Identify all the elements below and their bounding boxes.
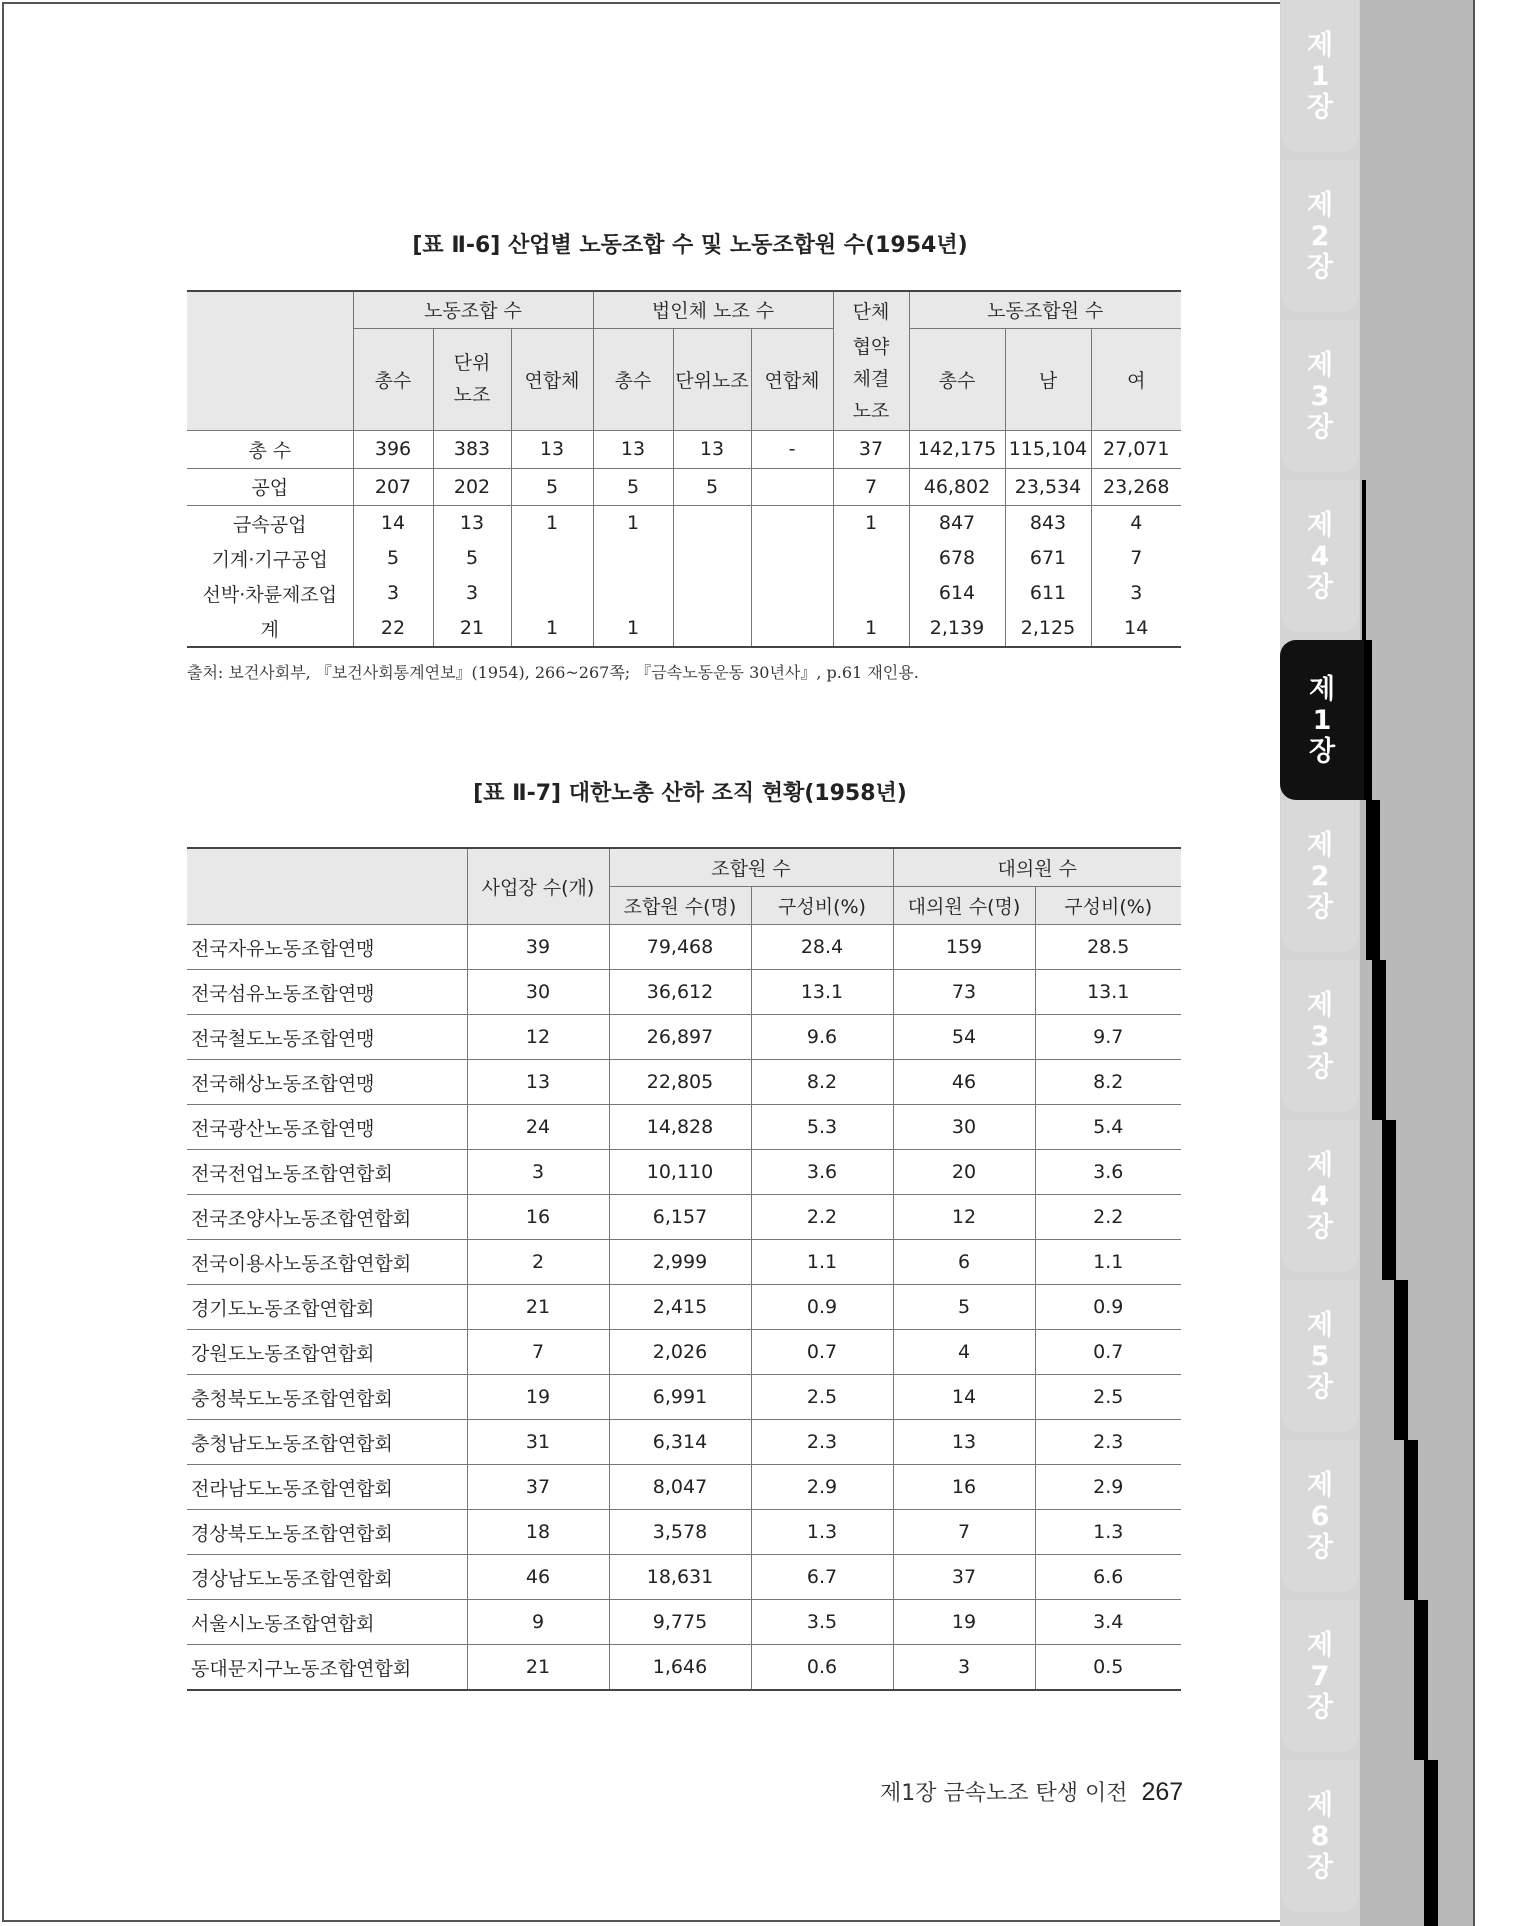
table2-row — [187, 1375, 1181, 1420]
table2-cell: 2.5 — [751, 1375, 893, 1420]
table1-cell: 1 — [593, 505, 673, 541]
table2-cell: 16 — [467, 1195, 609, 1240]
header-m-male: 남 — [1005, 328, 1091, 430]
table1-row — [187, 505, 1181, 541]
chapter-tab-char: 1 — [1310, 60, 1330, 92]
chapter-tab[interactable] — [1280, 640, 1364, 800]
table2-cell: 8.2 — [751, 1060, 893, 1105]
table2-cell: 46 — [467, 1555, 609, 1600]
table2-cell: 6,314 — [609, 1420, 751, 1465]
page-footer — [880, 1776, 1183, 1807]
table1-cell: 2,139 — [909, 611, 1005, 647]
table2-org-name: 강원도노동조합연합회 — [187, 1330, 467, 1375]
table1-cell: 14 — [353, 505, 433, 541]
table1-cell: 671 — [1005, 541, 1091, 576]
table2-cell: 3.4 — [1035, 1600, 1181, 1645]
edge-step — [1414, 1600, 1428, 1760]
chapter-tab-char: 2 — [1310, 220, 1330, 252]
table2-cell: 7 — [467, 1330, 609, 1375]
chapter-tab-char: 장 — [1306, 1851, 1334, 1883]
table2-cell: 18 — [467, 1510, 609, 1555]
table2-cell: 2.9 — [751, 1465, 893, 1510]
table2-cell: 9,775 — [609, 1600, 751, 1645]
edge-step — [1364, 640, 1372, 800]
header-u-unit — [433, 328, 511, 430]
table1-cell — [751, 576, 833, 611]
chapter-tab-char: 제 — [1306, 349, 1334, 381]
table2-cell: 6.7 — [751, 1555, 893, 1600]
table1-cell: 46,802 — [909, 468, 1005, 505]
table1-row-label: 기계·기구공업 — [187, 541, 353, 576]
chapter-tab-char: 제 — [1306, 1789, 1334, 1821]
table1-cell: 37 — [833, 430, 909, 468]
edge-step — [1424, 1760, 1438, 1926]
table2-cell: 2.3 — [1035, 1420, 1181, 1465]
table1-cell: 5 — [593, 468, 673, 505]
chapter-tab-char: 제 — [1306, 829, 1334, 861]
chapter-tab-char: 1 — [1312, 704, 1332, 736]
header-collective: 단체 — [833, 291, 909, 328]
footer-chapter: 제1장 금속노조 탄생 이전 — [880, 1781, 1128, 1806]
table2-cell: 54 — [893, 1015, 1035, 1060]
table1-row — [187, 541, 1181, 576]
table2-cell: 37 — [467, 1465, 609, 1510]
header-u-fed: 연합체 — [511, 328, 593, 430]
table2-org-name: 전국전업노동조합연합회 — [187, 1150, 467, 1195]
edge-step — [1394, 1280, 1408, 1440]
table1-cell: 396 — [353, 430, 433, 468]
chapter-tab-char: 장 — [1306, 891, 1334, 923]
table2-row — [187, 1285, 1181, 1330]
header-m-total: 총수 — [909, 328, 1005, 430]
chapter-tab-char: 8 — [1310, 1820, 1330, 1852]
table1-source: 출처: 보건사회부, 『보건사회통계연보』(1954), 266~267쪽; 『금속노동운동 30년사』, p.61 재인용. — [187, 663, 919, 682]
table1-cell: 13 — [433, 505, 511, 541]
chapter-tab-char: 6 — [1310, 1500, 1330, 1532]
table2-cell: 8.2 — [1035, 1060, 1181, 1105]
table2-row — [187, 1510, 1181, 1555]
table2-cell: 26,897 — [609, 1015, 751, 1060]
table1-cell: 1 — [833, 505, 909, 541]
table2-cell: 6,157 — [609, 1195, 751, 1240]
chapter-tab[interactable] — [1281, 480, 1359, 632]
table2-cell: 3 — [893, 1645, 1035, 1691]
chapter-tab-char: 장 — [1306, 571, 1334, 603]
table2-row — [187, 1465, 1181, 1510]
header-u-unit-line2: 노조 — [453, 384, 491, 406]
table2-org-name: 전국조양사노동조합연합회 — [187, 1195, 467, 1240]
table2-cell: 37 — [893, 1555, 1035, 1600]
table2-corner — [187, 848, 467, 925]
table1-cell: 5 — [673, 468, 751, 505]
chapter-tab-char: 제 — [1306, 1309, 1334, 1341]
table2-cell: 3.6 — [1035, 1150, 1181, 1195]
table2-cell: 7 — [893, 1510, 1035, 1555]
table2-row — [187, 970, 1181, 1015]
chapter-tab-char: 장 — [1306, 91, 1334, 123]
table1-cell: 22 — [353, 611, 433, 647]
table1-cell — [673, 576, 751, 611]
header-member-ratio: 구성비(%) — [751, 887, 893, 925]
table2-org-name: 충청남도노동조합연합회 — [187, 1420, 467, 1465]
table1-row — [187, 430, 1181, 468]
table1-cell: 1 — [511, 505, 593, 541]
table2-org-name: 경상북도노동조합연합회 — [187, 1510, 467, 1555]
edge-step — [1366, 800, 1380, 960]
table2-cell: 21 — [467, 1645, 609, 1691]
table1-cell: 3 — [353, 576, 433, 611]
table2-cell: 18,631 — [609, 1555, 751, 1600]
header-delegate-ratio: 구성비(%) — [1035, 887, 1181, 925]
table1-cell: 142,175 — [909, 430, 1005, 468]
chapter-tab-char: 제 — [1308, 673, 1336, 705]
chapter-tab[interactable] — [1281, 160, 1359, 312]
table2-cell: 6 — [893, 1240, 1035, 1285]
table2-cell: 0.7 — [751, 1330, 893, 1375]
table1-cell: 23,534 — [1005, 468, 1091, 505]
table2-cell: 46 — [893, 1060, 1035, 1105]
table1-cell — [833, 576, 909, 611]
table2-cell: 2,999 — [609, 1240, 751, 1285]
table1-cell: 207 — [353, 468, 433, 505]
table2 — [187, 847, 1181, 1691]
table2-cell: 8,047 — [609, 1465, 751, 1510]
table1-cell: 14 — [1091, 611, 1181, 647]
table2-cell: 9.7 — [1035, 1015, 1181, 1060]
table2-cell: 2.2 — [751, 1195, 893, 1240]
table1-cell — [593, 541, 673, 576]
table1-cell — [511, 541, 593, 576]
chapter-tab-char: 제 — [1306, 189, 1334, 221]
table1-cell — [511, 576, 593, 611]
table2-cell: 2 — [467, 1240, 609, 1285]
table2-cell: 2,415 — [609, 1285, 751, 1330]
chapter-tab-char: 4 — [1310, 540, 1330, 572]
header-col-line2: 체결 — [852, 367, 890, 390]
table1-row — [187, 468, 1181, 505]
table1-cell: 5 — [353, 541, 433, 576]
table2-cell: 36,612 — [609, 970, 751, 1015]
table2-cell: 13.1 — [751, 970, 893, 1015]
edge-step — [1362, 480, 1366, 640]
table1-cell: 843 — [1005, 505, 1091, 541]
table2-row — [187, 1195, 1181, 1240]
chapter-tab[interactable] — [1281, 0, 1359, 152]
table2-cell: 159 — [893, 925, 1035, 970]
chapter-tab[interactable] — [1281, 1280, 1359, 1432]
table1-cell: 7 — [833, 468, 909, 505]
header-c-fed: 연합체 — [751, 328, 833, 430]
chapter-tab-char: 제 — [1306, 29, 1334, 61]
table2-org-name: 충청북도노동조합연합회 — [187, 1375, 467, 1420]
header-collective-rest — [833, 328, 909, 430]
table1-cell: 202 — [433, 468, 511, 505]
table2-cell: 2.2 — [1035, 1195, 1181, 1240]
chapter-tab-char: 장 — [1306, 1051, 1334, 1083]
chapter-tab-char: 장 — [1308, 735, 1336, 767]
table2-org-name: 전국철도노동조합연맹 — [187, 1015, 467, 1060]
table1-row-label: 총 수 — [187, 430, 353, 468]
table2-org-name: 동대문지구노동조합연합회 — [187, 1645, 467, 1691]
table2-cell: 1.1 — [1035, 1240, 1181, 1285]
table1-cell: 5 — [511, 468, 593, 505]
header-delegates-group: 대의원 수 — [893, 848, 1181, 887]
table2-cell: 10,110 — [609, 1150, 751, 1195]
chapter-tab-char: 제 — [1306, 1149, 1334, 1181]
table1-cell: 13 — [511, 430, 593, 468]
table2-cell: 28.4 — [751, 925, 893, 970]
table2-org-name: 전국광산노동조합연맹 — [187, 1105, 467, 1150]
table2-cell: 9 — [467, 1600, 609, 1645]
table2-cell: 0.7 — [1035, 1330, 1181, 1375]
table2-cell: 16 — [893, 1465, 1035, 1510]
table2-org-name: 경기도노동조합연합회 — [187, 1285, 467, 1330]
chapter-tab-char: 3 — [1310, 380, 1330, 412]
table1-cell: 1 — [593, 611, 673, 647]
table1-cell: 678 — [909, 541, 1005, 576]
chapter-tab-char: 제 — [1306, 989, 1334, 1021]
table2-org-name: 전국자유노동조합연맹 — [187, 925, 467, 970]
table1-cell — [751, 468, 833, 505]
header-member-count: 조합원 수(명) — [609, 887, 751, 925]
table2-cell: 79,468 — [609, 925, 751, 970]
table2-cell: 13 — [467, 1060, 609, 1105]
table2-cell: 13.1 — [1035, 970, 1181, 1015]
chapter-tab[interactable] — [1281, 320, 1359, 472]
table2-row — [187, 1150, 1181, 1195]
table2-cell: 0.9 — [1035, 1285, 1181, 1330]
table2-cell: 73 — [893, 970, 1035, 1015]
table2-row — [187, 1555, 1181, 1600]
chapter-tab-char: 제 — [1306, 1469, 1334, 1501]
table2-cell: 12 — [467, 1015, 609, 1060]
table2-title: [표 Ⅱ-7] 대한노총 산하 조직 현황(1958년) — [473, 781, 907, 806]
table2-cell: 19 — [893, 1600, 1035, 1645]
chapter-tab-char: 제 — [1306, 1629, 1334, 1661]
table1-cell — [833, 541, 909, 576]
table1-cell: 3 — [433, 576, 511, 611]
chapter-tab[interactable] — [1281, 1600, 1359, 1752]
edge-step — [1382, 1120, 1396, 1280]
table1-row — [187, 576, 1181, 611]
table2-row — [187, 1645, 1181, 1691]
table1-row-label: 공업 — [187, 468, 353, 505]
chapter-tab[interactable] — [1281, 1760, 1359, 1912]
table1-cell: 13 — [673, 430, 751, 468]
header-col-line1: 협약 — [852, 335, 890, 358]
table2-org-name: 전국이용사노동조합연합회 — [187, 1240, 467, 1285]
table1-cell: 614 — [909, 576, 1005, 611]
table1-title: [표 Ⅱ-6] 산업별 노동조합 수 및 노동조합원 수(1954년) — [412, 233, 968, 258]
table1-row-label: 선박·차륜제조업 — [187, 576, 353, 611]
table2-org-name: 전라남도노동조합연합회 — [187, 1465, 467, 1510]
table2-row — [187, 1105, 1181, 1150]
table2-cell: 2.3 — [751, 1420, 893, 1465]
header-members-group: 조합원 수 — [609, 848, 893, 887]
table2-cell: 5.4 — [1035, 1105, 1181, 1150]
chapter-tab-char: 장 — [1306, 1531, 1334, 1563]
table1-cell — [673, 505, 751, 541]
chapter-tab-char: 7 — [1310, 1660, 1330, 1692]
table1-cell: 4 — [1091, 505, 1181, 541]
table2-cell: 2.5 — [1035, 1375, 1181, 1420]
table2-cell: 1.3 — [751, 1510, 893, 1555]
table1-cell — [751, 541, 833, 576]
table2-cell: 3,578 — [609, 1510, 751, 1555]
chapter-tab-char: 장 — [1306, 1211, 1334, 1243]
table1-cell — [751, 611, 833, 647]
table2-cell: 3.5 — [751, 1600, 893, 1645]
chapter-tab-char: 장 — [1306, 1691, 1334, 1723]
table2-cell: 0.6 — [751, 1645, 893, 1691]
table2-cell: 22,805 — [609, 1060, 751, 1105]
table1-cell: 115,104 — [1005, 430, 1091, 468]
table1-cell: 2,125 — [1005, 611, 1091, 647]
table1 — [187, 290, 1181, 648]
header-corp: 법인체 노조 수 — [593, 291, 833, 328]
header-col-line3: 노조 — [852, 399, 890, 422]
table1-cell: 13 — [593, 430, 673, 468]
table2-cell: 30 — [893, 1105, 1035, 1150]
table2-row — [187, 1330, 1181, 1375]
edge-step — [1372, 960, 1386, 1120]
table2-cell: 3.6 — [751, 1150, 893, 1195]
header-m-female: 여 — [1091, 328, 1181, 430]
header-u-unit-line1: 단위 — [453, 352, 491, 374]
header-c-total: 총수 — [593, 328, 673, 430]
table2-row — [187, 1015, 1181, 1060]
table1-cell: 1 — [833, 611, 909, 647]
table2-cell: 12 — [893, 1195, 1035, 1240]
table2-org-name: 서울시노동조합연합회 — [187, 1600, 467, 1645]
chapter-tab-char: 장 — [1306, 251, 1334, 283]
table2-cell: 4 — [893, 1330, 1035, 1375]
table2-cell: 6.6 — [1035, 1555, 1181, 1600]
table2-cell: 1.3 — [1035, 1510, 1181, 1555]
table2-org-name: 전국해상노동조합연맹 — [187, 1060, 467, 1105]
table1-cell: 847 — [909, 505, 1005, 541]
table2-row — [187, 1600, 1181, 1645]
table2-row — [187, 1240, 1181, 1285]
table1-cell: 1 — [511, 611, 593, 647]
table2-cell: 21 — [467, 1285, 609, 1330]
table1-cell: 21 — [433, 611, 511, 647]
table1-cell: 3 — [1091, 576, 1181, 611]
table1-row-label: 계 — [187, 611, 353, 647]
table2-cell: 2,026 — [609, 1330, 751, 1375]
table2-cell: 30 — [467, 970, 609, 1015]
table2-cell: 0.5 — [1035, 1645, 1181, 1691]
header-delegate-count: 대의원 수(명) — [893, 887, 1035, 925]
table2-cell: 31 — [467, 1420, 609, 1465]
table2-cell: 9.6 — [751, 1015, 893, 1060]
header-sites: 사업장 수(개) — [467, 848, 609, 925]
chapter-tab-char: 3 — [1310, 1020, 1330, 1052]
header-u-total: 총수 — [353, 328, 433, 430]
chapter-tab-char: 장 — [1306, 411, 1334, 443]
header-unions: 노동조합 수 — [353, 291, 593, 328]
chapter-tab-char: 제 — [1306, 509, 1334, 541]
table1-cell: - — [751, 430, 833, 468]
table2-row — [187, 925, 1181, 970]
table1-cell: 383 — [433, 430, 511, 468]
chapter-tab[interactable] — [1281, 960, 1359, 1112]
table2-cell: 13 — [893, 1420, 1035, 1465]
table2-cell: 28.5 — [1035, 925, 1181, 970]
header-c-unit: 단위노조 — [673, 328, 751, 430]
table2-row — [187, 1060, 1181, 1105]
table1-corner — [187, 291, 353, 430]
chapter-tab[interactable] — [1281, 1440, 1359, 1592]
table2-cell: 19 — [467, 1375, 609, 1420]
table1-cell — [673, 611, 751, 647]
table2-org-name: 전국섬유노동조합연맹 — [187, 970, 467, 1015]
table1-cell — [593, 576, 673, 611]
table2-org-name: 경상남도노동조합연합회 — [187, 1555, 467, 1600]
table2-cell: 0.9 — [751, 1285, 893, 1330]
table2-cell: 1.1 — [751, 1240, 893, 1285]
chapter-tab-char: 5 — [1310, 1340, 1330, 1372]
edge-line — [1473, 0, 1475, 1926]
table2-cell: 5.3 — [751, 1105, 893, 1150]
table1-cell: 7 — [1091, 541, 1181, 576]
chapter-tab-char: 장 — [1306, 1371, 1334, 1403]
table2-cell: 2.9 — [1035, 1465, 1181, 1510]
table2-cell: 39 — [467, 925, 609, 970]
header-members: 노동조합원 수 — [909, 291, 1181, 328]
chapter-tab-char: 2 — [1310, 860, 1330, 892]
table1-row — [187, 611, 1181, 647]
table1-row-label: 금속공업 — [187, 505, 353, 541]
table1-cell — [751, 505, 833, 541]
table2-cell: 6,991 — [609, 1375, 751, 1420]
chapter-tab-char: 4 — [1310, 1180, 1330, 1212]
table1-cell: 611 — [1005, 576, 1091, 611]
chapter-tab[interactable] — [1281, 1120, 1359, 1272]
table1-cell: 5 — [433, 541, 511, 576]
table2-cell: 1,646 — [609, 1645, 751, 1691]
table2-cell: 5 — [893, 1285, 1035, 1330]
table1-cell: 23,268 — [1091, 468, 1181, 505]
table2-cell: 14 — [893, 1375, 1035, 1420]
table2-cell: 14,828 — [609, 1105, 751, 1150]
table2-cell: 24 — [467, 1105, 609, 1150]
table2-cell: 20 — [893, 1150, 1035, 1195]
chapter-tab[interactable] — [1281, 800, 1359, 952]
edge-step — [1404, 1440, 1418, 1600]
table1-cell: 27,071 — [1091, 430, 1181, 468]
table2-row — [187, 1420, 1181, 1465]
table1-cell — [673, 541, 751, 576]
table2-cell: 3 — [467, 1150, 609, 1195]
page-number: 267 — [1141, 1778, 1184, 1806]
